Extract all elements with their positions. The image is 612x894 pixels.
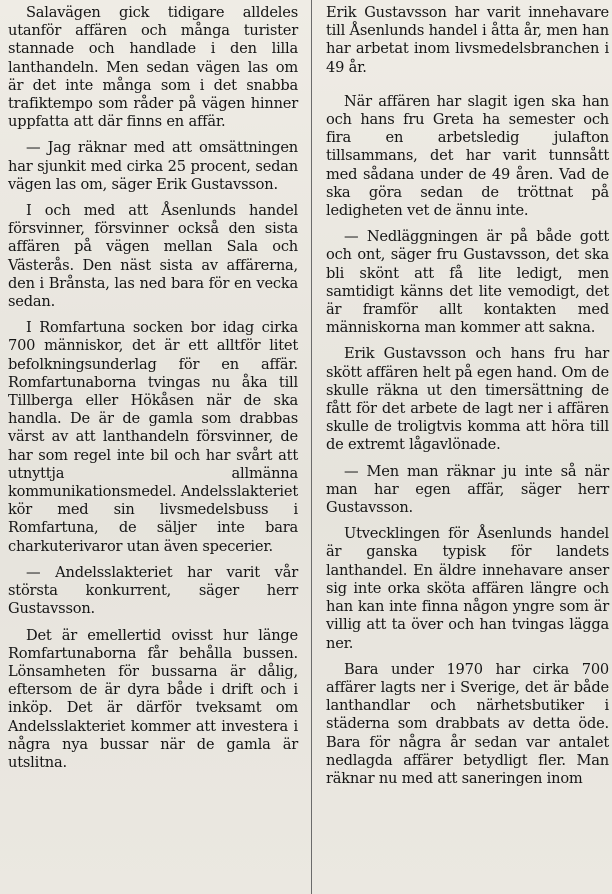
paragraph: När affären har slagit igen ska han och hans fru Greta ha semester och fira en arbetsledig julafton tillsammans, det har varit tunnsått med sådana under de 49 åren. Vad de ska göra sedan de tröttnat på ledigheten vet de ännu inte.: [326, 92, 609, 220]
paragraph: Erik Gustavsson och hans fru har skött affären helt på egen hand. Om de skulle räkna ut den timersättning de fått för det arbete de lagt ner i affären skulle de troligtvis komma att höra till de extremt lågavlönade.: [326, 345, 609, 454]
paragraph: — Men man räknar ju inte så när man har egen affär, säger herr Gustavsson.: [326, 462, 609, 517]
paragraph: Det är emellertid ovisst hur länge Romfartunaborna får behålla bussen. Lönsamheten för bussarna är dålig, eftersom de är dyra både i drift och i inköp. Det är därför tveksamt om Andelsslakteriet kommer att investera i några nya bussar när de gamla är utslitna.: [8, 626, 298, 771]
left-column: [8, 0, 298, 772]
paragraph: — Jag räknar med att omsättningen har sjunkit med cirka 25 procent, sedan vägen las om, säger Erik Gustavsson.: [8, 139, 298, 193]
paragraph: I och med att Åsenlunds handel försvinner, försvinner också den sista affären på vägen mellan Sala och Västerås. Den näst sista av affärerna, den i Brånsta, las ned bara för en vecka sedan.: [8, 202, 298, 311]
paragraph: Erik Gustavsson har varit innehavare till Åsenlunds handel i åtta år, men han har arbetat inom livsmedelsbranchen i 49 år.: [326, 4, 609, 76]
paragraph: Bara under 1970 har cirka 700 affärer lagts ner i Sverige, det är både lanthandlar och närhetsbutiker i städerna som drabbats av detta öde. Bara för några år sedan var antalet nedlagda affärer betydligt fler. Man räknar nu med att saneringen inom: [326, 660, 609, 787]
paragraph: — Andelsslakteriet har varit vår största konkurrent, säger herr Gustavsson.: [8, 563, 298, 618]
paragraph: I Romfartuna socken bor idag cirka 700 människor, det är ett alltför litet befolkningsunderlag för en affär. Romfartunaborna tvingas nu åka till Tillberga eller Hökåsen när de ska handla. De är de gamla som drabbas värst av att lanthandeln försvinner, de har som regel inte bil och har svårt att utnyttja allmänna kommunikationsmedel. Andelsslakteriet kör med sin livsmedelsbuss i Romfartuna, de säljer inte bara charkuterivaror utan även specerier.: [8, 319, 298, 555]
paragraph: Salavägen gick tidigare alldeles utanför affären och många turister stannade och handlade i den lilla lanthandeln. Men sedan vägen las om är det inte många som i det snabba trafiktempo som råder på vägen hinner uppfatta att där finns en affär.: [8, 4, 298, 131]
right-column: [326, 0, 609, 788]
paragraph: Utvecklingen för Åsenlunds handel är ganska typisk för landets lanthandel. En äldre innehavare anser sig inte orka sköta affären längre och han kan inte finna någon yngre som är villig att ta över och han tvingas lägga ner.: [326, 525, 609, 652]
column-divider: [311, 0, 312, 894]
paragraph: — Nedläggningen är på både gott och ont, säger fru Gustavsson, det ska bli skönt att få lite ledigt, men samtidigt känns det lite vemodigt, det är framför allt kontakten med människorna man kommer att sakna.: [326, 228, 609, 337]
